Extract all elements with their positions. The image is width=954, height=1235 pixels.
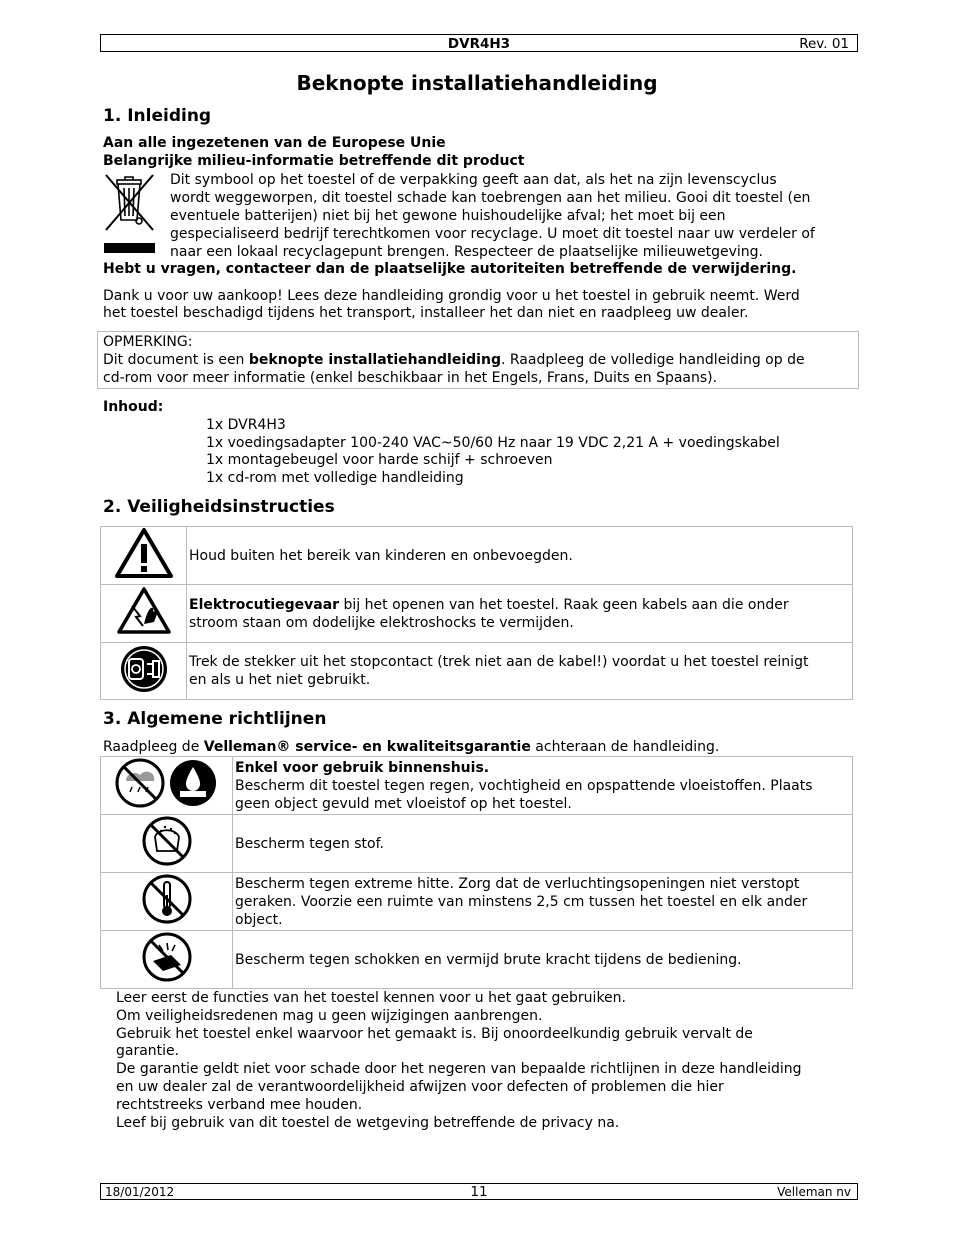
note-line-1: Dit document is een beknopte installatiehandleiding. Raadpleeg de volledige handleiding op de	[103, 352, 805, 368]
warning-triangle-icon	[101, 527, 187, 585]
section-heading-richtlijnen: 3. Algemene richtlijnen	[103, 709, 327, 729]
guideline-item: De garantie geldt niet voor schade door het negeren van bepaalde richtlijnen in deze handleiding	[116, 1061, 802, 1077]
weee-bin-icon	[103, 172, 157, 256]
guideline-item: en uw dealer zal de verantwoordelijkheid afwijzen voor defecten of problemen die hier	[116, 1079, 724, 1095]
eu-line-1: Aan alle ingezetenen van de Europese Unie	[103, 135, 446, 151]
safety-row	[101, 527, 853, 585]
guideline-item: Gebruik het toestel enkel waarvoor het gemaakt is. Bij onoordeelkundig gebruik vervalt de	[116, 1026, 753, 1042]
weee-text-3: eventuele batterijen) niet bij het gewone huishoudelijke afval; het moet bij een	[170, 208, 726, 224]
guideline-row	[101, 757, 853, 815]
note-label: OPMERKING:	[103, 334, 193, 350]
safety-text: Elektrocutiegevaar bij het openen van het toestel. Raak geen kabels aan die onder stroom staan om dodelijke elektroshocks te vermijden.	[187, 585, 853, 643]
contents-label: Inhoud:	[103, 399, 164, 415]
guideline-item: rechtstreeks verband mee houden.	[116, 1097, 363, 1113]
guideline-item: Leef bij gebruik van dit toestel de wetgeving betreffende de privacy na.	[116, 1115, 620, 1131]
safety-row	[101, 643, 853, 700]
guideline-row	[101, 931, 853, 989]
guideline-text: Bescherm tegen extreme hitte. Zorg dat de verluchtingsopeningen niet verstopt geraken. Voorzie een ruimte van minstens 2,5 cm tussen het toestel en elk ander object.	[233, 873, 853, 931]
footer-date: 18/01/2012	[105, 1185, 175, 1199]
thanks-line-2: het toestel beschadigd tijdens het transport, installeer het dan niet en raadpleeg uw dealer.	[103, 305, 749, 321]
guideline-text: Bescherm tegen stof.	[233, 815, 853, 873]
note-line-2: cd-rom voor meer informatie (enkel beschikbaar in het Engels, Frans, Duits en Spaans).	[103, 370, 718, 386]
guideline-text: Bescherm tegen schokken en vermijd brute kracht tijdens de bediening.	[233, 931, 853, 989]
weee-text-1: Dit symbool op het toestel of de verpakking geeft aan dat, als het na zijn levenscyclus	[170, 172, 777, 188]
disposal-questions: Hebt u vragen, contacteer dan de plaatselijke autoriteiten betreffende de verwijdering.	[103, 261, 797, 277]
safety-text: Houd buiten het bereik van kinderen en onbevoegden.	[187, 527, 853, 585]
no-dust-icon	[101, 815, 233, 873]
weee-text-2: wordt weggeworpen, dit toestel schade kan toebrengen aan het milieu. Gooi dit toestel (en	[170, 190, 811, 206]
unplug-icon	[101, 643, 187, 700]
section-heading-veiligheid: 2. Veiligheidsinstructies	[103, 497, 335, 517]
model-code: DVR4H3	[447, 36, 511, 52]
guideline-item: Leer eerst de functies van het toestel kennen voor u het gaat gebruiken.	[116, 990, 626, 1006]
safety-table	[100, 526, 853, 700]
revision: Rev. 01	[799, 36, 849, 52]
contents-item: 1x DVR4H3	[206, 417, 286, 433]
thanks-line-1: Dank u voor uw aankoop! Lees deze handleiding grondig voor u het toestel in gebruik neemt. Werd	[103, 288, 800, 304]
no-rain-icon	[114, 757, 220, 809]
footer-company: Velleman nv	[777, 1185, 851, 1199]
page-number: 11	[470, 1184, 488, 1200]
no-heat-icon	[101, 873, 233, 931]
guideline-item: garantie.	[116, 1043, 180, 1059]
guidelines-table	[100, 756, 853, 989]
contents-item: 1x montagebeugel voor harde schijf + schroeven	[206, 452, 553, 468]
guideline-text: Enkel voor gebruik binnenshuis. Bescherm dit toestel tegen regen, vochtigheid en opspattende vloeistoffen. Plaats geen object gevuld met vloeistof op het toestel.	[233, 757, 853, 815]
contents-item: 1x cd-rom met volledige handleiding	[206, 470, 464, 486]
weee-text-4: gespecialiseerd bedrijf terechtkomen voor recyclage. U moet dit toestel naar uw verdeler of	[170, 226, 815, 242]
warranty-reference: Raadpleeg de Velleman® service- en kwaliteitsgarantie achteraan de handleiding.	[103, 739, 720, 755]
guideline-item: Om veiligheidsredenen mag u geen wijzigingen aanbrengen.	[116, 1008, 543, 1024]
document-title: Beknopte installatiehandleiding	[296, 71, 658, 95]
electrocution-hazard-icon	[101, 585, 187, 643]
guideline-row	[101, 873, 853, 931]
safety-row	[101, 585, 853, 643]
no-water-icon	[170, 760, 216, 806]
section-heading-inleiding: 1. Inleiding	[103, 106, 212, 126]
no-shock-icon	[101, 931, 233, 989]
weee-text-5: naar een lokaal recyclagepunt brengen. Respecteer de plaatselijke milieuwetgeving.	[170, 244, 763, 260]
guideline-row	[101, 815, 853, 873]
page-footer	[100, 1183, 858, 1200]
eu-line-2: Belangrijke milieu-informatie betreffende dit product	[103, 153, 525, 169]
safety-text: Trek de stekker uit het stopcontact (trek niet aan de kabel!) voordat u het toestel reinigt en als u het niet gebruikt.	[187, 643, 853, 700]
page-header	[100, 34, 858, 52]
contents-item: 1x voedingsadapter 100-240 VAC~50/60 Hz naar 19 VDC 2,21 A + voedingskabel	[206, 435, 780, 451]
